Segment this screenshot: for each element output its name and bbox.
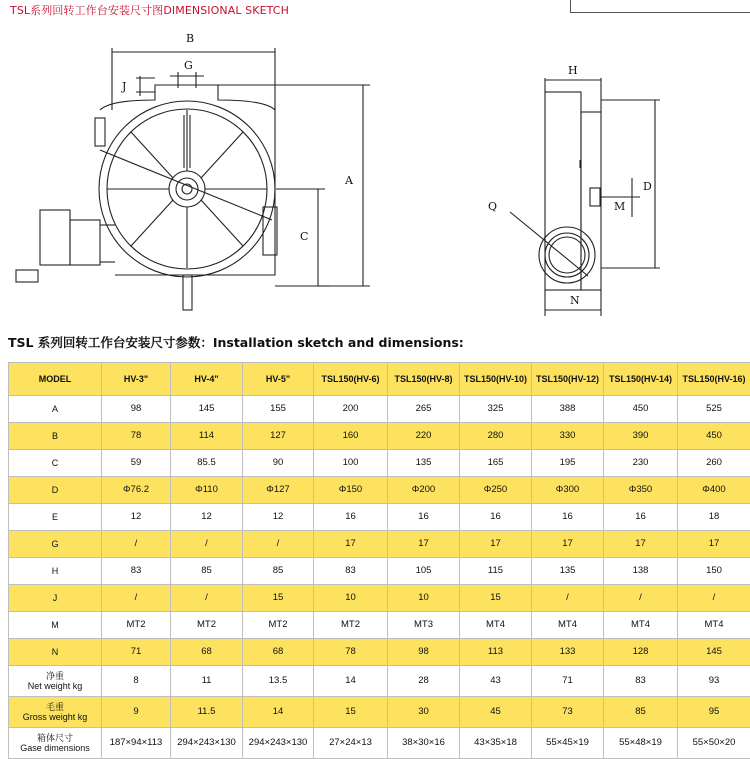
table-row bbox=[9, 423, 750, 450]
table-cell: 12 bbox=[171, 504, 243, 531]
table-cell: Φ76.2 bbox=[102, 477, 171, 504]
table-cell: / bbox=[243, 531, 314, 558]
table-cell: 133 bbox=[532, 639, 604, 666]
table-cell: 160 bbox=[314, 423, 388, 450]
table-cell: 85 bbox=[243, 558, 314, 585]
table-cell: MT2 bbox=[102, 612, 171, 639]
table-cell: 17 bbox=[532, 531, 604, 558]
table-cell: 16 bbox=[388, 504, 460, 531]
header-cell: TSL150(HV-14) bbox=[604, 363, 678, 396]
table-cell: 138 bbox=[604, 558, 678, 585]
table-cell: 17 bbox=[388, 531, 460, 558]
table-cell: MT2 bbox=[243, 612, 314, 639]
header-cell: HV-3" bbox=[102, 363, 171, 396]
table-cell: 17 bbox=[314, 531, 388, 558]
table-cell: / bbox=[171, 531, 243, 558]
dim-label-b: B bbox=[186, 32, 194, 45]
row-label-primary: H bbox=[9, 566, 101, 576]
row-label bbox=[9, 612, 102, 639]
table-cell: 195 bbox=[532, 450, 604, 477]
table-cell: 155 bbox=[243, 396, 314, 423]
table-cell: 114 bbox=[171, 423, 243, 450]
table-row bbox=[9, 697, 750, 728]
row-label bbox=[9, 666, 102, 697]
table-cell: 38×30×16 bbox=[388, 728, 460, 759]
table-cell: 187×94×113 bbox=[102, 728, 171, 759]
table-cell: 9 bbox=[102, 697, 171, 728]
table-cell: MT2 bbox=[171, 612, 243, 639]
table-cell: 265 bbox=[388, 396, 460, 423]
row-label-primary: A bbox=[9, 404, 101, 414]
table-cell: Φ127 bbox=[243, 477, 314, 504]
table-cell: 68 bbox=[171, 639, 243, 666]
dim-label-q: Q bbox=[488, 200, 497, 213]
table-cell: 200 bbox=[314, 396, 388, 423]
table-cell: MT4 bbox=[532, 612, 604, 639]
table-cell: 128 bbox=[604, 639, 678, 666]
row-label-primary: N bbox=[9, 647, 101, 657]
table-cell: 93 bbox=[678, 666, 750, 697]
table-header-row bbox=[9, 363, 750, 396]
table-cell: 95 bbox=[678, 697, 750, 728]
table-cell: 127 bbox=[243, 423, 314, 450]
row-label bbox=[9, 728, 102, 759]
dim-label-n: N bbox=[570, 294, 580, 307]
table-cell: 16 bbox=[314, 504, 388, 531]
header-cell: TSL150(HV-10) bbox=[460, 363, 532, 396]
row-label-primary: E bbox=[9, 512, 101, 522]
table-cell: 17 bbox=[460, 531, 532, 558]
table-cell: 390 bbox=[604, 423, 678, 450]
table-cell: 17 bbox=[604, 531, 678, 558]
row-label bbox=[9, 450, 102, 477]
dim-label-h: H bbox=[568, 64, 578, 77]
table-cell: 78 bbox=[102, 423, 171, 450]
table-cell: 30 bbox=[388, 697, 460, 728]
table-cell: 16 bbox=[532, 504, 604, 531]
side-view-drawing bbox=[510, 78, 660, 316]
table-cell: 135 bbox=[532, 558, 604, 585]
sketch-title: TSL系列回转工作台安装尺寸图DIMENSIONAL SKETCH bbox=[10, 2, 289, 18]
section-title: TSL 系列回转工作台安装尺寸参数：Installation sketch and dimensions: bbox=[8, 333, 464, 351]
table-cell: 98 bbox=[102, 396, 171, 423]
table-cell: 43 bbox=[460, 666, 532, 697]
table-cell: / bbox=[532, 585, 604, 612]
table-cell: / bbox=[102, 585, 171, 612]
table-cell: 325 bbox=[460, 396, 532, 423]
table-cell: / bbox=[171, 585, 243, 612]
table-cell: 525 bbox=[678, 396, 750, 423]
table-row bbox=[9, 450, 750, 477]
row-label-primary: 净重 bbox=[9, 671, 101, 681]
table-cell: 71 bbox=[102, 639, 171, 666]
table-cell: 280 bbox=[460, 423, 532, 450]
table-cell: 15 bbox=[243, 585, 314, 612]
table-cell: 260 bbox=[678, 450, 750, 477]
table-cell: 8 bbox=[102, 666, 171, 697]
table-cell: 294×243×130 bbox=[171, 728, 243, 759]
dim-label-c: C bbox=[300, 230, 308, 243]
header-cell: HV-4" bbox=[171, 363, 243, 396]
table-cell: 73 bbox=[532, 697, 604, 728]
table-row bbox=[9, 639, 750, 666]
table-cell: 220 bbox=[388, 423, 460, 450]
table-cell: 85 bbox=[604, 697, 678, 728]
table-cell: MT2 bbox=[314, 612, 388, 639]
table-cell: 55×45×19 bbox=[532, 728, 604, 759]
table-cell: Φ250 bbox=[460, 477, 532, 504]
table-cell: 12 bbox=[102, 504, 171, 531]
table-cell: 43×35×18 bbox=[460, 728, 532, 759]
table-row bbox=[9, 396, 750, 423]
dim-label-m: M bbox=[614, 200, 625, 213]
table-cell: MT3 bbox=[388, 612, 460, 639]
table-cell: 83 bbox=[604, 666, 678, 697]
table-cell: 145 bbox=[171, 396, 243, 423]
row-label-secondary: Gross weight kg bbox=[9, 712, 101, 722]
table-row bbox=[9, 666, 750, 697]
table-cell: 90 bbox=[243, 450, 314, 477]
table-row bbox=[9, 531, 750, 558]
dim-label-d: D bbox=[643, 180, 652, 193]
table-row bbox=[9, 612, 750, 639]
row-label bbox=[9, 477, 102, 504]
table-cell: / bbox=[678, 585, 750, 612]
table-cell: 330 bbox=[532, 423, 604, 450]
header-cell: TSL150(HV-12) bbox=[532, 363, 604, 396]
table-cell: 10 bbox=[388, 585, 460, 612]
row-label bbox=[9, 504, 102, 531]
table-cell: 13.5 bbox=[243, 666, 314, 697]
row-label bbox=[9, 531, 102, 558]
table-cell: 16 bbox=[604, 504, 678, 531]
table-cell: 12 bbox=[243, 504, 314, 531]
table-cell: Φ150 bbox=[314, 477, 388, 504]
table-cell: 55×50×20 bbox=[678, 728, 750, 759]
table-cell: 83 bbox=[102, 558, 171, 585]
table-cell: 15 bbox=[314, 697, 388, 728]
table-cell: 145 bbox=[678, 639, 750, 666]
table-cell: 71 bbox=[532, 666, 604, 697]
row-label-primary: M bbox=[9, 620, 101, 630]
table-cell: 113 bbox=[460, 639, 532, 666]
table-cell: 15 bbox=[460, 585, 532, 612]
table-cell: 14 bbox=[314, 666, 388, 697]
table-row bbox=[9, 558, 750, 585]
table-cell: MT4 bbox=[604, 612, 678, 639]
table-cell: 450 bbox=[678, 423, 750, 450]
table-cell: 14 bbox=[243, 697, 314, 728]
table-cell: 68 bbox=[243, 639, 314, 666]
dim-label-a: A bbox=[344, 174, 354, 187]
row-label-primary: G bbox=[9, 539, 101, 549]
table-cell: / bbox=[604, 585, 678, 612]
table-cell: 16 bbox=[460, 504, 532, 531]
table-cell: 78 bbox=[314, 639, 388, 666]
row-label bbox=[9, 423, 102, 450]
table-cell: 55×48×19 bbox=[604, 728, 678, 759]
dim-label-j: J bbox=[121, 80, 126, 93]
table-cell: 115 bbox=[460, 558, 532, 585]
table-cell: 59 bbox=[102, 450, 171, 477]
row-label bbox=[9, 585, 102, 612]
table-cell: 45 bbox=[460, 697, 532, 728]
table-cell: 230 bbox=[604, 450, 678, 477]
row-label bbox=[9, 639, 102, 666]
table-row bbox=[9, 585, 750, 612]
table-cell: Φ350 bbox=[604, 477, 678, 504]
table-cell: Φ400 bbox=[678, 477, 750, 504]
header-cell: TSL150(HV-16) bbox=[678, 363, 750, 396]
table-cell: 388 bbox=[532, 396, 604, 423]
header-cell: MODEL bbox=[9, 363, 102, 396]
row-label-primary: C bbox=[9, 458, 101, 468]
table-cell: 28 bbox=[388, 666, 460, 697]
row-label-primary: 毛重 bbox=[9, 702, 101, 712]
table-cell: 450 bbox=[604, 396, 678, 423]
table-row bbox=[9, 504, 750, 531]
table-cell: 83 bbox=[314, 558, 388, 585]
table-cell: 85 bbox=[171, 558, 243, 585]
row-label bbox=[9, 396, 102, 423]
header-cell: HV-5" bbox=[243, 363, 314, 396]
table-cell: 100 bbox=[314, 450, 388, 477]
table-cell: 11.5 bbox=[171, 697, 243, 728]
table-cell: MT4 bbox=[678, 612, 750, 639]
table-cell: Φ300 bbox=[532, 477, 604, 504]
row-label bbox=[9, 697, 102, 728]
row-label-secondary: Gase dimensions bbox=[9, 743, 101, 753]
table-cell: 150 bbox=[678, 558, 750, 585]
table-cell: 18 bbox=[678, 504, 750, 531]
table-cell: Φ110 bbox=[171, 477, 243, 504]
row-label bbox=[9, 558, 102, 585]
table-cell: / bbox=[102, 531, 171, 558]
dimensional-sketch bbox=[0, 0, 750, 330]
row-label-primary: B bbox=[9, 431, 101, 441]
header-cell: TSL150(HV-8) bbox=[388, 363, 460, 396]
row-label-secondary: Net weight kg bbox=[9, 681, 101, 691]
table-cell: 11 bbox=[171, 666, 243, 697]
dim-label-g: G bbox=[184, 59, 193, 72]
header-cell: TSL150(HV-6) bbox=[314, 363, 388, 396]
table-cell: 105 bbox=[388, 558, 460, 585]
table-cell: 17 bbox=[678, 531, 750, 558]
table-cell: 10 bbox=[314, 585, 388, 612]
dimensions-table bbox=[8, 362, 750, 759]
table-cell: 294×243×130 bbox=[243, 728, 314, 759]
front-view-drawing bbox=[16, 48, 370, 310]
table-cell: 165 bbox=[460, 450, 532, 477]
row-label-primary: 箱体尺寸 bbox=[9, 733, 101, 743]
table-row bbox=[9, 728, 750, 759]
table-cell: 98 bbox=[388, 639, 460, 666]
table-cell: 85.5 bbox=[171, 450, 243, 477]
table-cell: 135 bbox=[388, 450, 460, 477]
table-cell: Φ200 bbox=[388, 477, 460, 504]
row-label-primary: J bbox=[9, 593, 101, 603]
table-cell: MT4 bbox=[460, 612, 532, 639]
table-cell: 27×24×13 bbox=[314, 728, 388, 759]
row-label-primary: D bbox=[9, 485, 101, 495]
table-row bbox=[9, 477, 750, 504]
